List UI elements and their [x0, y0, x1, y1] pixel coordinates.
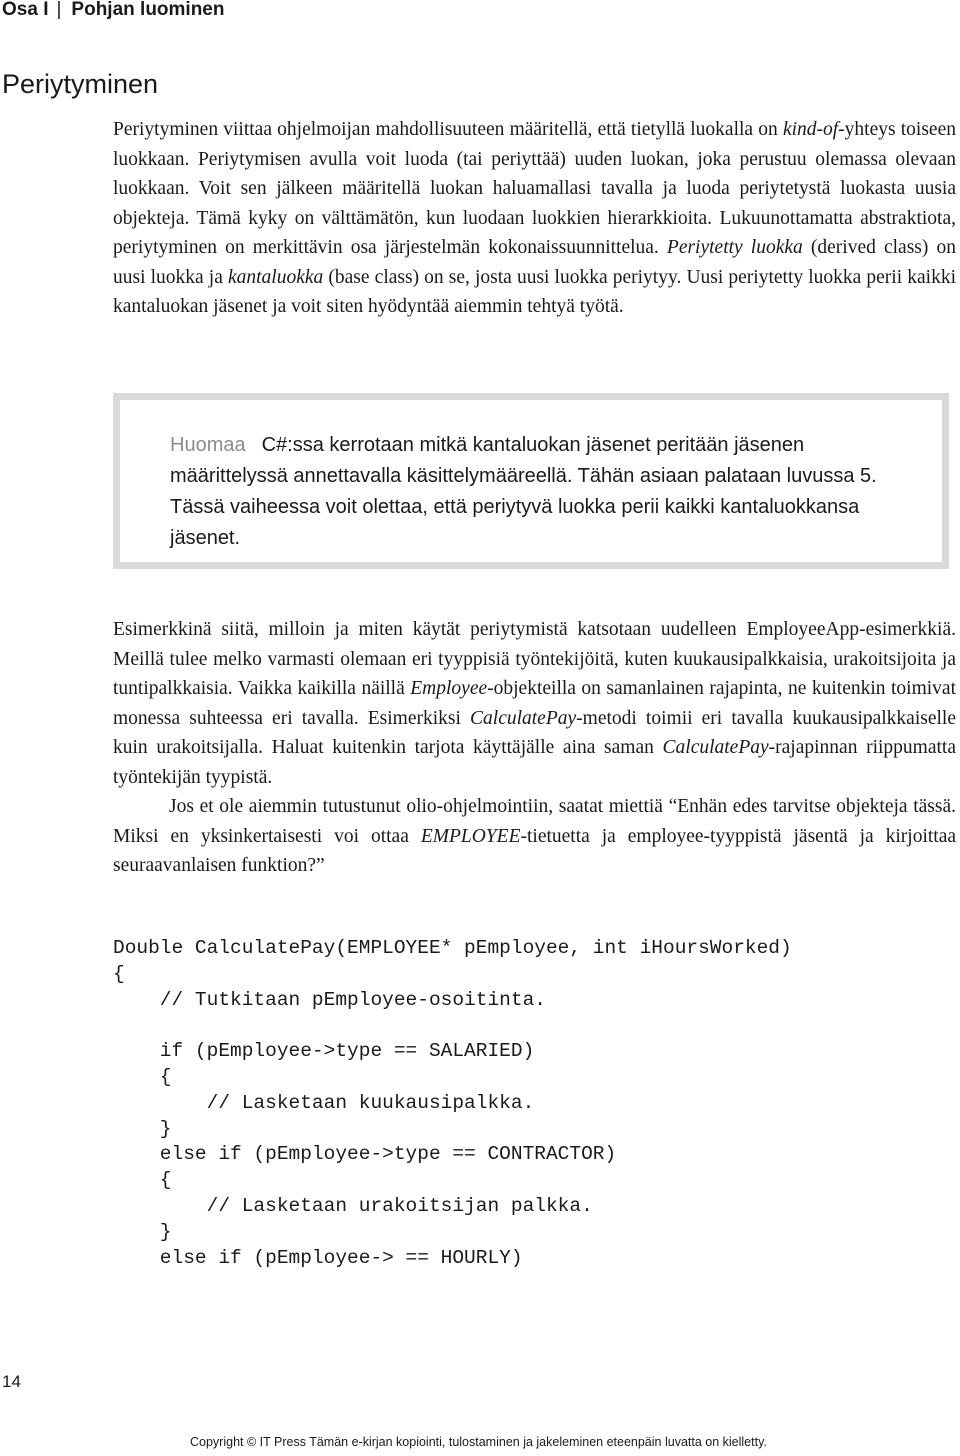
code-line: // Lasketaan urakoitsijan palkka.: [113, 1194, 593, 1217]
base-class-term: kantaluokka: [227, 266, 324, 288]
header-separator: |: [56, 0, 62, 20]
code-line: if (pEmployee->type == SALARIED): [113, 1040, 535, 1063]
code-line: // Lasketaan kuukausipalkka.: [113, 1091, 535, 1114]
page-number: 14: [2, 1372, 21, 1391]
code-line: [113, 1013, 792, 1039]
example-paragraphs: [113, 615, 956, 881]
code-line: else if (pEmployee-> == HOURLY): [113, 1246, 523, 1269]
note-body: C#:ssa kerrotaan mitkä kantaluokan jäsenet peritään jäsenen määrittelyssä annettavalla käsittelymääreellä. Tähän asiaan palataan luvussa 5. Tässä vaiheessa voit olettaa, että periytyvä luokka perii kaikki kantaluokkansa jäsenet.: [170, 434, 877, 549]
section-title: Periytyminen: [2, 69, 159, 99]
example-paragraph: Esimerkkinä siitä, milloin ja miten käytät periytymistä katsotaan uudelleen EmployeeApp-esimerkkiä. Meillä tulee melko varmasti olemaan eri tyyppisiä työntekijöitä, kuten kuukausipalkkaisia, urakoitsijoita ja tuntipalkkaisia. Vaikka kaikilla näillä Employee-objekteilla on samanlainen rajapinta, ne kuitenkin toimivat monessa suhteessa eri tavalla. Esimerkiksi CalculatePay-metodi toimii eri tavalla kuukausipalkkaiselle kuin urakoitsijalla. Haluat kuitenkin tarjota käyttäjälle aina saman CalculatePay-rajapinnan riippumatta työntekijän tyypistä.: [113, 619, 956, 788]
note-text: [170, 430, 892, 554]
code-line: }: [113, 1220, 172, 1243]
code-line: {: [113, 962, 125, 985]
derived-class-term: Periytetty luokka: [666, 237, 803, 258]
code-line: {: [113, 1065, 172, 1088]
intro-paragraph: Periytyminen viittaa ohjelmoijan mahdollisuuteen määritellä, että tietyllä luokalla on kind-of-yhteys toiseen luokkaan. Periytymisen avulla voit luoda (tai periyttää) uuden luokan, joka perustuu olemassa olevaan luokkaan. Voit sen jälkeen määritellä luokan haluamallasi tavalla ja luoda periytetystä luokasta uusia objekteja. Tämä kyky on välttämätön, kun luodaan luokkien hierarkkioita. Lukuunottamatta abstraktiota, periytyminen on merkittävin osa järjestelmän kokonaissuunnittelua. Periytetty luokka (derived class) on uusi luokka ja kantaluokka (base class) on se, josta uusi luokka periytyy. Uusi periytetty luokka perii kaikki kantaluokan jäsenet ja voit siten hyödyntää aiemmin tehtyä työtä.: [113, 119, 956, 317]
code-line: Double CalculatePay(EMPLOYEE* pEmployee, int iHoursWorked): [113, 937, 792, 959]
code-line: {: [113, 1169, 172, 1192]
note-label: Huomaa: [170, 434, 246, 456]
copyright-footer: Copyright © IT Press Tämän e-kirjan kopiointi, tulostaminen ja jakeleminen eteenpäin luvatta on kielletty.: [190, 1435, 767, 1449]
header-part: Osa I: [2, 0, 49, 20]
running-header: [2, 0, 224, 22]
header-chapter-title: Pohjan luominen: [71, 0, 225, 20]
note-box: [113, 393, 949, 569]
question-paragraph: Jos et ole aiemmin tutustunut olio-ohjelmointiin, saatat miettiä “Enhän edes tarvitse objekteja tässä. Miksi en yksinkertaisesti voi ottaa EMPLOYEE-tietuetta ja employee-tyyppistä jäsentä ja kirjoittaa seuraavanlaisen funktion?”: [113, 796, 957, 876]
code-line: else if (pEmployee->type == CONTRACTOR): [113, 1143, 617, 1166]
code-line: }: [113, 1117, 172, 1140]
code-line: // Tutkitaan pEmployee-osoitinta.: [113, 988, 546, 1011]
code-listing: [113, 936, 792, 1271]
kind-of-term: kind-of: [782, 119, 839, 140]
